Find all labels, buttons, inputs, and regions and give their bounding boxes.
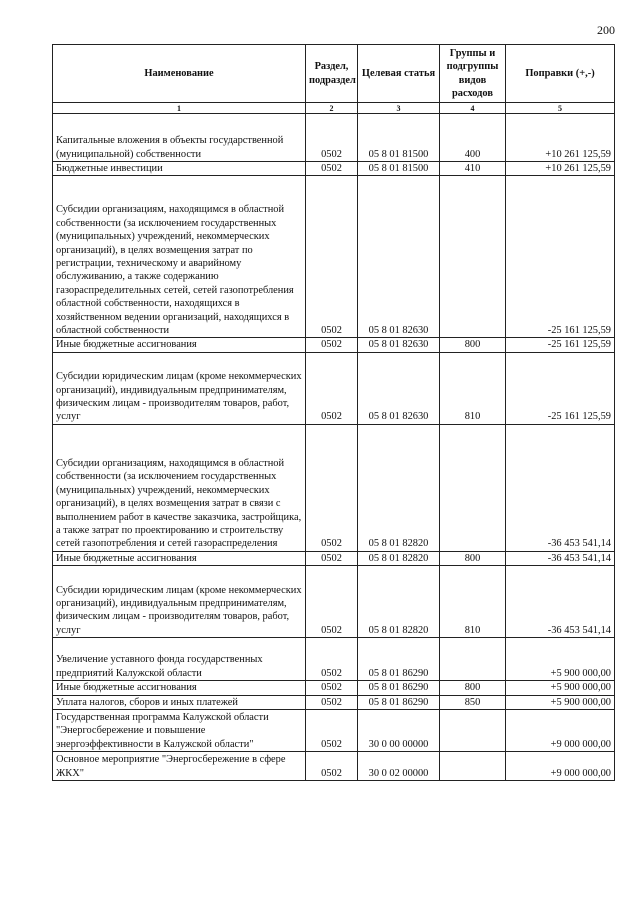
row-group [440,424,506,551]
row-section: 0502 [306,566,358,638]
row-name: Иные бюджетные ассигнования [53,338,306,352]
row-group: 850 [440,695,506,709]
row-section: 0502 [306,710,358,752]
row-section: 0502 [306,424,358,551]
row-section: 0502 [306,114,358,162]
table-body [53,114,615,781]
row-name: Бюджетные инвестиции [53,162,306,176]
column-number: 3 [358,103,440,114]
table-row [53,424,615,551]
row-section: 0502 [306,162,358,176]
row-section: 0502 [306,695,358,709]
row-name: Основное мероприятие "Энергосбережение в сфере ЖКХ" [53,752,306,781]
column-number: 1 [53,103,306,114]
row-target: 05 8 01 82820 [358,424,440,551]
row-target: 05 8 01 82630 [358,176,440,338]
table-row [53,681,615,695]
header-section: Раздел, подраздел [306,45,358,103]
row-group: 410 [440,162,506,176]
header-amendments: Поправки (+,-) [506,45,615,103]
row-group: 800 [440,681,506,695]
row-name: Иные бюджетные ассигнования [53,681,306,695]
column-number: 5 [506,103,615,114]
row-group [440,710,506,752]
column-number: 2 [306,103,358,114]
row-amount: +10 261 125,59 [506,114,615,162]
row-target: 05 8 01 86290 [358,681,440,695]
row-section: 0502 [306,176,358,338]
row-group [440,638,506,681]
table-row [53,551,615,565]
row-target: 05 8 01 81500 [358,114,440,162]
table-row [53,352,615,424]
row-name: Капитальные вложения в объекты государственной (муниципальной) собственности [53,114,306,162]
row-amount: -25 161 125,59 [506,176,615,338]
table-row [53,710,615,752]
table-row [53,752,615,781]
row-group: 800 [440,551,506,565]
row-amount: +5 900 000,00 [506,681,615,695]
row-name: Увеличение уставного фонда государственных предприятий Калужской области [53,638,306,681]
table-row [53,695,615,709]
column-number: 4 [440,103,506,114]
row-group [440,176,506,338]
table-row [53,638,615,681]
row-section: 0502 [306,752,358,781]
row-target: 05 8 01 82630 [358,338,440,352]
row-amount: -25 161 125,59 [506,338,615,352]
header-groups: Группы и подгруппы видов расходов [440,45,506,103]
row-amount: +5 900 000,00 [506,638,615,681]
row-amount: -25 161 125,59 [506,352,615,424]
row-target: 05 8 01 82630 [358,352,440,424]
row-name: Государственная программа Калужской области "Энергосбережение и повышение энергоэффективности в Калужской области" [53,710,306,752]
row-target: 05 8 01 82820 [358,566,440,638]
row-name: Уплата налогов, сборов и иных платежей [53,695,306,709]
row-group: 800 [440,338,506,352]
table-row [53,176,615,338]
row-amount: +9 000 000,00 [506,710,615,752]
row-group: 400 [440,114,506,162]
row-target: 05 8 01 86290 [358,695,440,709]
row-name: Иные бюджетные ассигнования [53,551,306,565]
header-target: Целевая статья [358,45,440,103]
row-amount: +9 000 000,00 [506,752,615,781]
row-name: Субсидии организациям, находящимся в областной собственности (за исключением государственных (муниципальных) учреждений, некоммерческих организаций), в целях возмещения затрат в связи с выполнением работ в качестве заказчика, застройщика, а также затрат по проектированию и строительству сетей газопотребления и сетей газораспределения [53,424,306,551]
table-row [53,114,615,162]
table-row [53,338,615,352]
table-row [53,566,615,638]
row-group [440,752,506,781]
row-group: 810 [440,352,506,424]
row-section: 0502 [306,352,358,424]
row-target: 30 0 00 00000 [358,710,440,752]
row-name: Субсидии юридическим лицам (кроме некоммерческих организаций), индивидуальным предпринимателям, физическим лицам - производителям товаров, работ, услуг [53,566,306,638]
row-target: 05 8 01 86290 [358,638,440,681]
budget-amendments-table [52,44,615,781]
row-section: 0502 [306,338,358,352]
row-amount: +5 900 000,00 [506,695,615,709]
row-amount: -36 453 541,14 [506,424,615,551]
row-section: 0502 [306,681,358,695]
table-row [53,162,615,176]
row-target: 30 0 02 00000 [358,752,440,781]
row-target: 05 8 01 81500 [358,162,440,176]
row-section: 0502 [306,638,358,681]
row-amount: +10 261 125,59 [506,162,615,176]
row-amount: -36 453 541,14 [506,551,615,565]
row-name: Субсидии юридическим лицам (кроме некоммерческих организаций), индивидуальным предпринимателям, физическим лицам - производителям товаров, работ, услуг [53,352,306,424]
row-group: 810 [440,566,506,638]
row-target: 05 8 01 82820 [358,551,440,565]
page-number: 200 [597,23,615,37]
table-header [53,45,615,114]
row-section: 0502 [306,551,358,565]
header-name: Наименование [53,45,306,103]
row-name: Субсидии организациям, находящимся в областной собственности (за исключением государственных (муниципальных) учреждений, некоммерческих организаций), в целях возмещения затрат по регистрации, техническому и аварийному обслуживанию, а также содержанию газораспределительных сетей, сетей газопотребления областной собственности, находящихся в хозяйственном ведении организаций, находящихся в областной собственности [53,176,306,338]
row-amount: -36 453 541,14 [506,566,615,638]
